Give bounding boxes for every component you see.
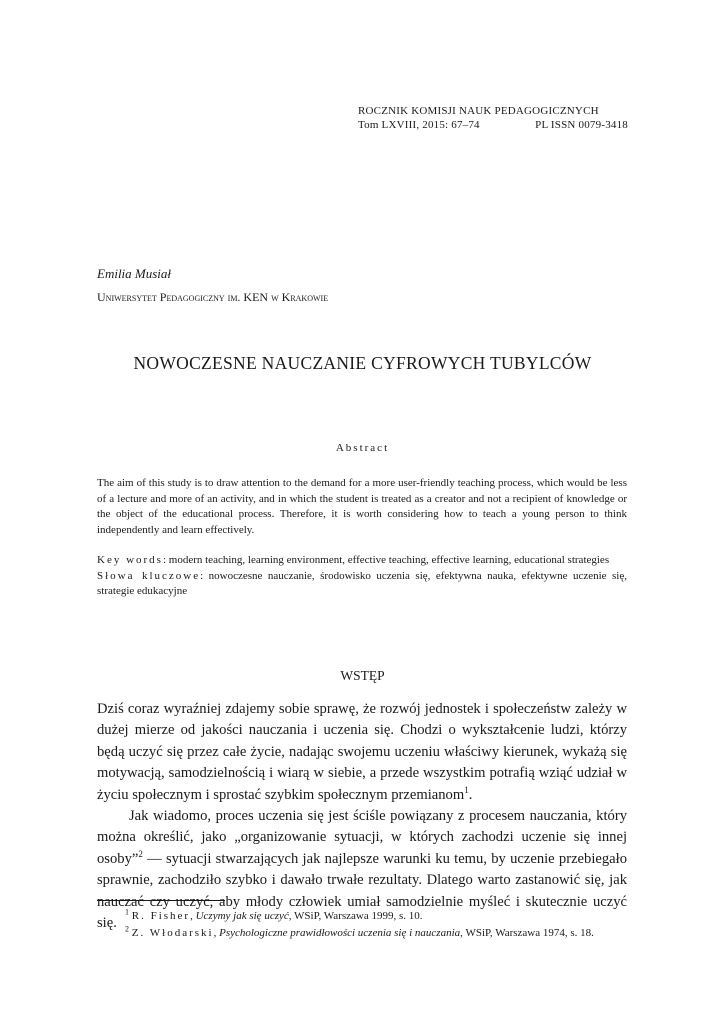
section-heading: WSTĘP [340, 668, 385, 683]
keywords-en [97, 553, 627, 569]
footnote-2-sep: , [213, 926, 220, 939]
footnote-1-author: R. Fisher [131, 910, 191, 922]
footnotes [97, 908, 627, 941]
footnote-1 [97, 908, 627, 925]
keywords-pl-text: : nowoczesne nauczanie, środowisko uczenia się, efektywna nauka, efektywne uczenie się, strategie edukacyjne [97, 569, 627, 598]
keywords-pl-label: Słowa kluczowe [97, 569, 201, 582]
abstract-text: The aim of this study is to draw attention to the demand for a more user-friendly teaching process, which would be less of a lecture and more of an activity, and in which the student is treated as a creator and not a recipient of knowledge or the object of the educational process. Therefore, it is worth considering how to teach a young person to think independently and learn effectively. [97, 477, 627, 536]
keywords-block [97, 553, 627, 600]
footnote-2-title: Psychologiczne prawidłowości uczenia się i nauczania [219, 926, 461, 939]
footnote-ref-1[interactable]: 1 [464, 784, 469, 795]
paragraph-2-text: Jak wiadomo, proces uczenia się jest ściśle powiązany z procesem nauczania, który można określić, jako „organizowanie sytuacji, w których zachodzi uczenie się innej osoby” [97, 808, 627, 867]
footnote-divider [97, 900, 225, 901]
footnote-2-rest: , WSiP, Warszawa 1974, s. 18. [460, 926, 594, 939]
paragraph-1-end: . [468, 786, 473, 803]
footnote-ref-2[interactable]: 2 [138, 848, 143, 859]
journal-issn: PL ISSN 0079-3418 [535, 119, 628, 131]
footnote-1-title: Uczymy jak się uczyć [195, 910, 289, 922]
abstract-heading: Abstract [335, 442, 390, 454]
journal-details [358, 118, 628, 132]
footnote-2-number: 2 [125, 923, 129, 933]
keywords-pl [97, 569, 627, 600]
footnote-2-author: Z. Włodarski [131, 926, 214, 939]
footnote-1-number: 1 [125, 907, 129, 917]
footnote-1-rest: , WSiP, Warszawa 1999, s. 10. [288, 910, 423, 922]
journal-name: ROCZNIK KOMISJI NAUK PEDAGOGICZNYCH [358, 105, 599, 117]
paragraph-2-end: — sytuacji stwarzających jak najlepsze warunki ku temu, by uczenie przebiegało sprawnie, zachodziło szybko i dawało trwałe rezultaty. Dlatego warto zastanowić się, jak nauczać czy uczyć, aby młody człowiek umiał samodzielnie myśleć i skutecznie uczyć się. [97, 850, 627, 932]
journal-volume: Tom LXVIII, 2015: 67–74 [358, 119, 480, 131]
footnote-2 [97, 925, 627, 942]
keywords-en-label: Key words [97, 554, 163, 566]
author-name: Emilia Musiał [97, 266, 172, 281]
keywords-en-text: : modern teaching, learning environment, effective teaching, effective learning, educational strategies [162, 554, 610, 566]
paragraph-1 [97, 699, 627, 806]
footnote-1-sep: , [190, 910, 196, 922]
paragraph-1-text: Dziś coraz wyraźniej zdajemy sobie sprawę, że rozwój jednostek i społeczeństw zależy w dużej mierze od jakości nauczania i uczenia się. Chodzi o wykształcenie ludzi, którzy będą uczyć się przez całe życie, nadając swojemu uczeniu właściwy kierunek, wykażą się motywacją, samodzielnością i wiarą w siebie, a przede wszystkim potrafią wziąć udział w życiu społecznym i sprostać szybkim społecznym przemianom [97, 701, 627, 803]
author-affiliation: Uniwersytet Pedagogiczny im. KEN w Krakowie [97, 290, 329, 304]
journal-header [358, 104, 628, 132]
paper-title: NOWOCZESNE NAUCZANIE CYFROWYCH TUBYLCÓW [133, 353, 592, 373]
